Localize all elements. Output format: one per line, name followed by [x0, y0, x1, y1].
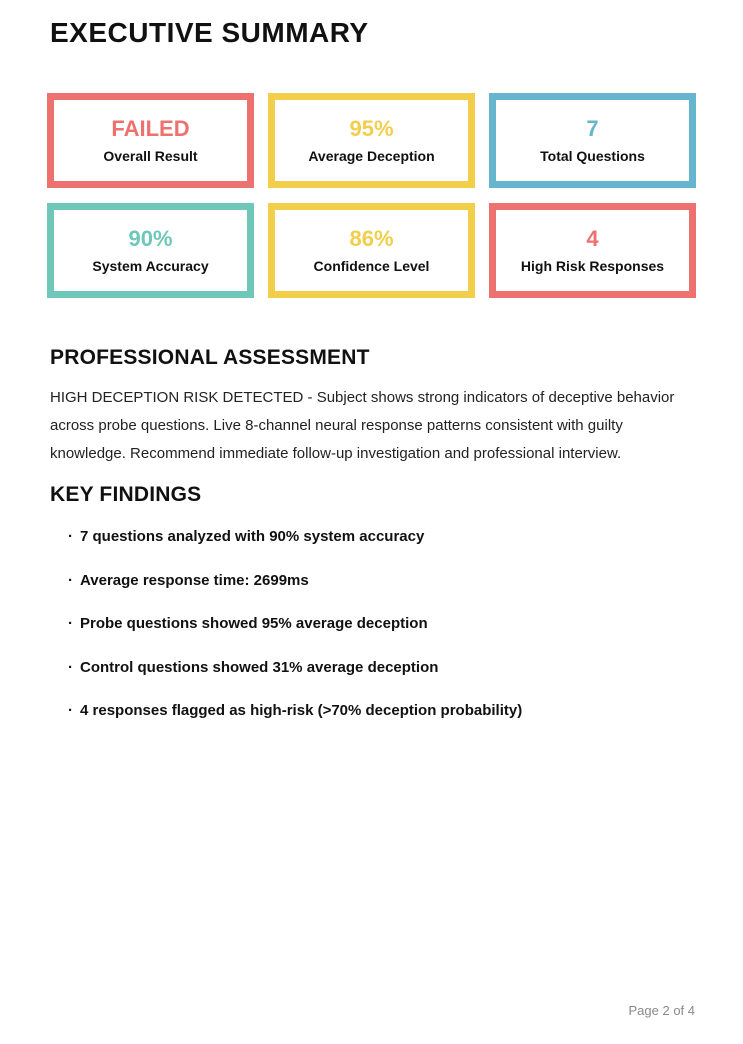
finding-item — [68, 609, 688, 638]
key-findings-heading: KEY FINDINGS — [50, 483, 202, 506]
professional-assessment-body: HIGH DECEPTION RISK DETECTED - Subject shows strong indicators of deceptive behavior across probe questions. Live 8-channel neural response patterns consistent with guilty knowledge. Recommend immediate follow-up investigation and professional interview. — [50, 389, 675, 462]
overall-result-label: Overall Result — [103, 148, 198, 164]
stat-card-system-accuracy — [47, 203, 254, 298]
finding-text: 7 questions analyzed with 90% system accuracy — [80, 528, 425, 545]
finding-text: 4 responses flagged as high-risk (>70% deception probability) — [80, 702, 523, 719]
average-deception-label: Average Deception — [308, 148, 435, 164]
system-accuracy-value: 90% — [128, 226, 173, 251]
finding-text: Probe questions showed 95% average deception — [80, 615, 428, 632]
average-deception-value: 95% — [349, 116, 394, 141]
bullet-icon: · — [68, 571, 73, 589]
system-accuracy-label: System Accuracy — [92, 258, 209, 274]
page-number: Page 2 of 4 — [628, 1003, 695, 1018]
finding-text: Average response time: 2699ms — [80, 571, 309, 589]
finding-item — [68, 696, 688, 725]
high-risk-responses-value: 4 — [586, 226, 599, 251]
total-questions-value: 7 — [586, 116, 599, 141]
finding-item — [68, 522, 688, 551]
stat-card-total-questions — [489, 93, 696, 188]
bullet-icon: · — [68, 615, 73, 632]
total-questions-label: Total Questions — [540, 148, 645, 164]
key-findings-list — [68, 522, 688, 740]
confidence-level-label: Confidence Level — [313, 258, 430, 274]
bullet-icon: · — [68, 658, 73, 676]
finding-item — [68, 653, 688, 682]
confidence-level-value: 86% — [349, 226, 394, 251]
page-title: EXECUTIVE SUMMARY — [50, 17, 369, 48]
finding-text: Control questions showed 31% average deception — [80, 658, 439, 676]
stat-card-average-deception — [268, 93, 475, 188]
professional-assessment-heading: PROFESSIONAL ASSESSMENT — [50, 346, 370, 369]
stat-card-high-risk-responses — [489, 203, 696, 298]
high-risk-responses-label: High Risk Responses — [520, 258, 665, 274]
stat-card-confidence-level — [268, 203, 475, 298]
finding-item — [68, 566, 688, 595]
stat-card-overall-result — [47, 93, 254, 188]
summary-stat-cards — [47, 93, 696, 298]
bullet-icon: · — [68, 528, 73, 545]
bullet-icon: · — [68, 702, 73, 719]
overall-result-value: FAILED — [111, 116, 190, 141]
